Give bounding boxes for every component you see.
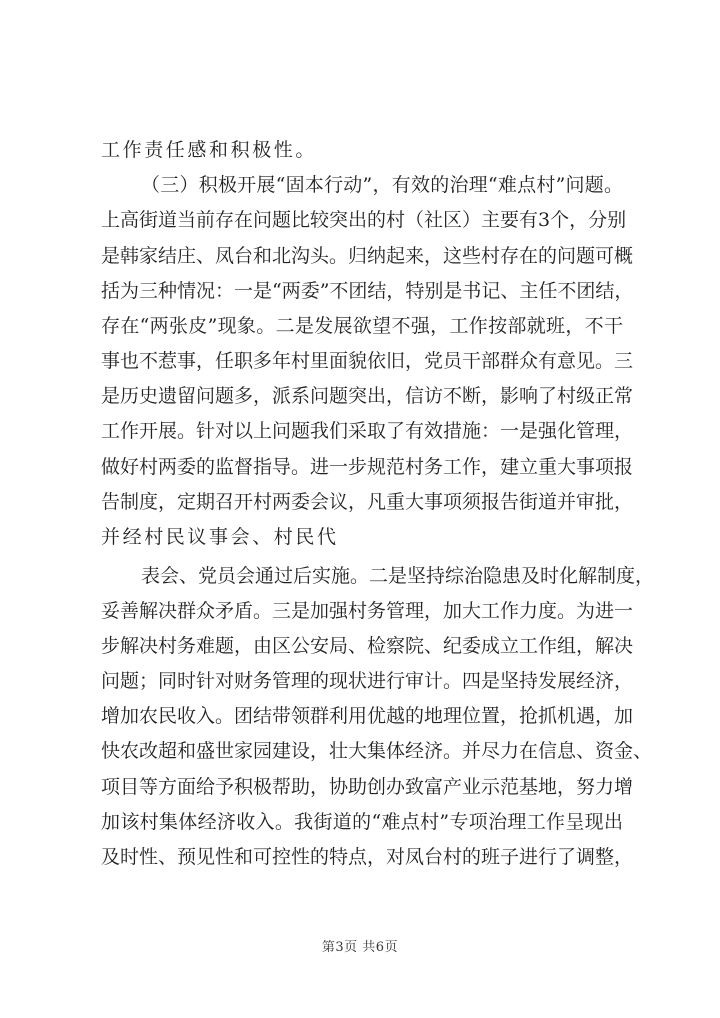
text-line: 是韩家结庄、凤台和北沟头。归纳起来，这些村存在的问题可概 xyxy=(101,244,634,267)
text-line: 妥善解决群众矛盾。三是加强村务管理，加大工作力度。为进一 xyxy=(101,599,634,622)
text-line: 快农改超和盛世家园建设，壮大集体经济。并尽力在信息、资金、 xyxy=(101,740,653,763)
text-line: 做好村两委的监督指导。进一步规范村务工作，建立重大事项报 xyxy=(101,455,634,478)
text-line: 问题；同时针对财务管理的现状进行审计。四是坚持发展经济， xyxy=(101,670,634,693)
text-line: 及时性、预见性和可控性的特点，对凤台村的班子进行了调整， xyxy=(101,846,634,868)
text-line: 加该村集体经济收入。我街道的“难点村”专项治理工作呈现出 xyxy=(101,810,623,833)
page-number-footer: 第3页 共6页 xyxy=(321,940,399,955)
text-line: 告制度，定期召开村两委会议，凡重大事项须报告街道并审批， xyxy=(101,490,634,513)
text-line: 项目等方面给予积极帮助，协助创办致富产业示范基地，努力增 xyxy=(101,775,634,798)
text-line: 增加农民收入。团结带领群利用优越的地理位置，抢抓机遇，加 xyxy=(101,705,634,728)
paragraph-heading: （三）积极开展“固本行动”，有效的治理“难点村”问题。 xyxy=(141,174,623,197)
text-line: 括为三种情况：一是“两委”不团结，特别是书记、主任不团结， xyxy=(101,279,634,302)
text-line: 是历史遗留问题多，派系问题突出，信访不断，影响了村级正常 xyxy=(101,385,634,408)
text-line: 工作开展。针对以上问题我们采取了有效措施：一是强化管理， xyxy=(101,420,634,443)
text-line: 上高街道当前存在问题比较突出的村（社区）主要有3个，分别 xyxy=(101,209,627,232)
text-line: 事也不惹事，任职多年村里面貌依旧，党员干部群众有意见。三 xyxy=(101,350,634,373)
text-line: 并经村民议事会、村民代 xyxy=(101,525,339,548)
text-line: 表会、党员会通过后实施。二是坚持综治隐患及时化解制度， xyxy=(141,564,655,587)
text-line: 步解决村务难题，由区公安局、检察院、纪委成立工作组，解决 xyxy=(101,634,634,657)
text-line: 工作责任感和积极性。 xyxy=(101,139,318,161)
text-line: 存在“两张皮”现象。二是发展欲望不强，工作按部就班，不干 xyxy=(101,314,623,337)
